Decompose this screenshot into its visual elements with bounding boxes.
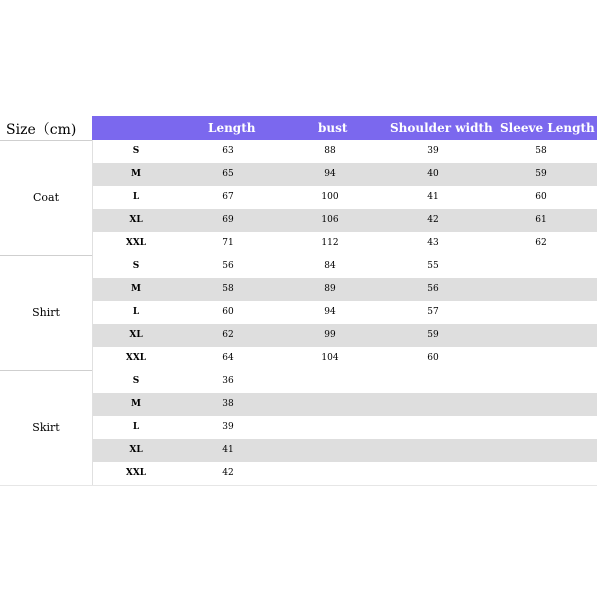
- cell-size: XL: [129, 445, 143, 455]
- cell-bust: 104: [321, 353, 339, 363]
- cell-size: XXL: [125, 238, 147, 248]
- cell-size: XL: [129, 330, 143, 340]
- cell-bust: 89: [324, 284, 336, 294]
- cell-size: S: [132, 146, 140, 156]
- cell-length: 42: [222, 468, 234, 478]
- cell-length: 39: [222, 422, 234, 432]
- table-row: [92, 439, 597, 462]
- table-row: [92, 232, 597, 255]
- cell-shoulder: 42: [427, 215, 439, 225]
- cell-shoulder: 39: [427, 146, 439, 156]
- cell-bust: 100: [321, 192, 339, 202]
- table-row: [92, 347, 597, 370]
- cell-size: M: [131, 399, 141, 409]
- group-separator: [0, 255, 92, 256]
- cell-size: L: [132, 422, 140, 432]
- table-row: [92, 416, 597, 439]
- cell-size: XXL: [125, 468, 147, 478]
- cell-size: M: [131, 284, 141, 294]
- table-row: [92, 324, 597, 347]
- cell-sleeve: 61: [535, 215, 547, 225]
- group-label-skirt: Skirt: [32, 421, 60, 434]
- cell-shoulder: 56: [427, 284, 439, 294]
- group-label-coat: Coat: [32, 191, 60, 204]
- cell-length: 64: [222, 353, 234, 363]
- cell-bust: 99: [324, 330, 336, 340]
- cell-shoulder: 59: [427, 330, 439, 340]
- cell-size: XXL: [125, 353, 147, 363]
- group-separator: [0, 370, 92, 371]
- cell-length: 69: [222, 215, 234, 225]
- table-row: [92, 186, 597, 209]
- cell-length: 36: [222, 376, 234, 386]
- cell-size: M: [131, 169, 141, 179]
- cell-size: L: [132, 192, 140, 202]
- table-row: [92, 462, 597, 485]
- table-row: [92, 278, 597, 301]
- cell-bust: 94: [324, 169, 336, 179]
- cell-size: XL: [129, 215, 143, 225]
- cell-shoulder: 40: [427, 169, 439, 179]
- table-row: [92, 301, 597, 324]
- cell-length: 58: [222, 284, 234, 294]
- cell-bust: 112: [321, 238, 339, 248]
- cell-bust: 94: [324, 307, 336, 317]
- cell-sleeve: 62: [535, 238, 547, 248]
- cell-length: 62: [222, 330, 234, 340]
- cell-shoulder: 41: [427, 192, 439, 202]
- cell-bust: 88: [324, 146, 336, 156]
- table-row: [92, 393, 597, 416]
- cell-shoulder: 55: [427, 261, 439, 271]
- cell-shoulder: 57: [427, 307, 439, 317]
- group-label-shirt: Shirt: [32, 306, 60, 319]
- size-header-label: Size（cm): [6, 122, 77, 138]
- cell-length: 65: [222, 169, 234, 179]
- cell-size: L: [132, 307, 140, 317]
- cell-length: 60: [222, 307, 234, 317]
- header-bust: bust: [318, 121, 348, 135]
- cell-bust: 84: [324, 261, 336, 271]
- cell-sleeve: 60: [535, 192, 547, 202]
- cell-shoulder: 60: [427, 353, 439, 363]
- column-divider: [92, 140, 93, 485]
- table-row: [92, 255, 597, 278]
- cell-size: S: [132, 261, 140, 271]
- cell-sleeve: 58: [535, 146, 547, 156]
- header-sleeve-length: Sleeve Length: [500, 121, 595, 135]
- size-header-cell: [0, 116, 92, 141]
- header-shoulder-width: Shoulder width: [390, 121, 493, 135]
- header-row: [92, 116, 597, 140]
- table-row: [92, 209, 597, 232]
- header-length: Length: [208, 121, 256, 135]
- table-bottom-border: [0, 485, 597, 486]
- cell-size: S: [132, 376, 140, 386]
- table-row: [92, 140, 597, 163]
- cell-length: 41: [222, 445, 234, 455]
- cell-length: 67: [222, 192, 234, 202]
- cell-bust: 106: [321, 215, 339, 225]
- table-row: [92, 370, 597, 393]
- cell-shoulder: 43: [427, 238, 439, 248]
- cell-length: 63: [222, 146, 234, 156]
- cell-sleeve: 59: [535, 169, 547, 179]
- cell-length: 38: [222, 399, 234, 409]
- table-row: [92, 163, 597, 186]
- cell-length: 71: [222, 238, 234, 248]
- cell-length: 56: [222, 261, 234, 271]
